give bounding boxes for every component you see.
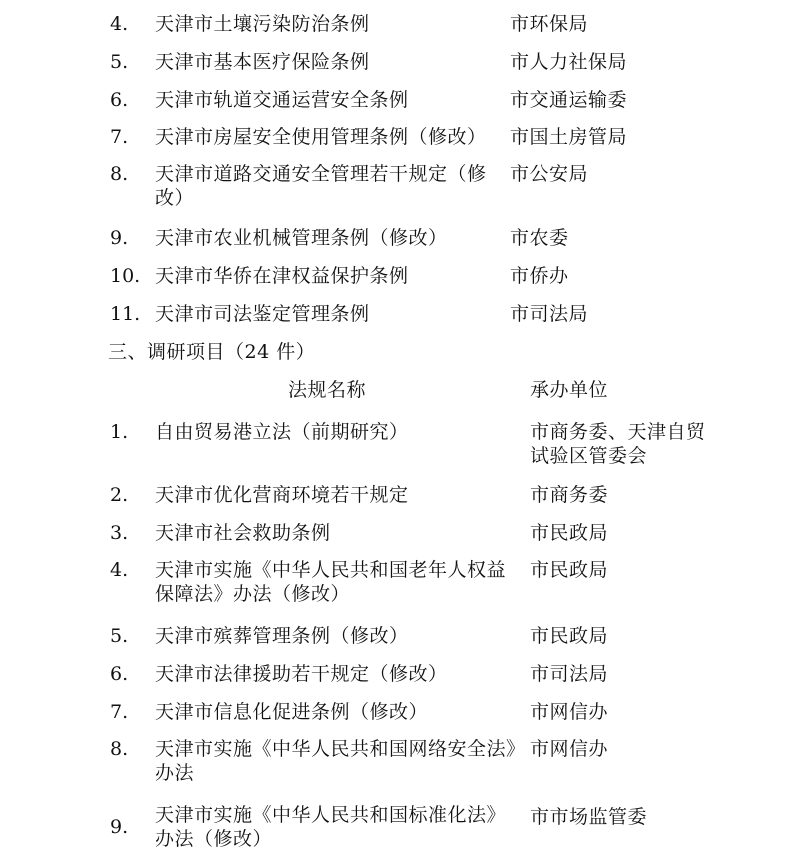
responsible-unit: 市民政局 bbox=[530, 522, 609, 544]
law-name: 天津市农业机械管理条例（修改） bbox=[155, 227, 448, 249]
responsible-unit: 市公安局 bbox=[510, 163, 589, 185]
section-heading: 三、调研项目（24 件） bbox=[108, 341, 316, 363]
responsible-unit: 市市场监管委 bbox=[530, 806, 648, 828]
law-name: 天津市华侨在津权益保护条例 bbox=[155, 265, 409, 287]
item-number: 7. bbox=[110, 701, 129, 723]
item-number: 5. bbox=[110, 625, 129, 647]
responsible-unit: 市人力社保局 bbox=[510, 51, 628, 73]
column-header-law-name: 法规名称 bbox=[288, 379, 367, 401]
law-name: 天津市实施《中华人民共和国老年人权益保障法》办法（修改） bbox=[155, 559, 507, 605]
responsible-unit: 市网信办 bbox=[530, 738, 609, 760]
item-number: 6. bbox=[110, 89, 129, 111]
law-name: 天津市实施《中华人民共和国网络安全法》办法 bbox=[155, 738, 517, 784]
responsible-unit: 市环保局 bbox=[510, 13, 589, 35]
item-number: 8. bbox=[110, 163, 129, 185]
responsible-unit: 市商务委、天津自贸试验区管委会 bbox=[530, 421, 706, 467]
item-number: 9. bbox=[110, 816, 129, 838]
law-name: 天津市法律援助若干规定（修改） bbox=[155, 663, 448, 685]
item-number: 6. bbox=[110, 663, 129, 685]
law-name: 天津市司法鉴定管理条例 bbox=[155, 303, 370, 325]
law-name: 天津市土壤污染防治条例 bbox=[155, 13, 370, 35]
law-name: 天津市房屋安全使用管理条例（修改） bbox=[155, 126, 487, 148]
responsible-unit: 市交通运输委 bbox=[510, 89, 628, 111]
responsible-unit: 市民政局 bbox=[530, 559, 609, 581]
item-number: 11. bbox=[110, 303, 141, 325]
item-number: 3. bbox=[110, 522, 129, 544]
responsible-unit: 市司法局 bbox=[530, 663, 609, 685]
item-number: 4. bbox=[110, 559, 129, 581]
law-name: 天津市基本医疗保险条例 bbox=[155, 51, 370, 73]
column-header-responsible-unit: 承办单位 bbox=[530, 379, 609, 401]
item-number: 4. bbox=[110, 13, 129, 35]
responsible-unit: 市侨办 bbox=[510, 265, 569, 287]
responsible-unit: 市商务委 bbox=[530, 484, 609, 506]
law-name: 天津市社会救助条例 bbox=[155, 522, 331, 544]
item-number: 9. bbox=[110, 227, 129, 249]
item-number: 8. bbox=[110, 738, 129, 760]
law-name: 天津市信息化促进条例（修改） bbox=[155, 701, 429, 723]
item-number: 1. bbox=[110, 421, 129, 443]
responsible-unit: 市民政局 bbox=[530, 625, 609, 647]
law-name: 天津市轨道交通运营安全条例 bbox=[155, 89, 409, 111]
law-name: 天津市优化营商环境若干规定 bbox=[155, 484, 409, 506]
responsible-unit: 市农委 bbox=[510, 227, 569, 249]
item-number: 2. bbox=[110, 484, 129, 506]
item-number: 5. bbox=[110, 51, 129, 73]
law-name: 天津市道路交通安全管理若干规定（修改） bbox=[155, 163, 487, 209]
law-name: 天津市实施《中华人民共和国标准化法》办法（修改） bbox=[155, 804, 507, 850]
law-name: 自由贸易港立法（前期研究） bbox=[155, 421, 409, 443]
law-name: 天津市殡葬管理条例（修改） bbox=[155, 625, 409, 647]
responsible-unit: 市网信办 bbox=[530, 701, 609, 723]
item-number: 10. bbox=[110, 265, 141, 287]
item-number: 7. bbox=[110, 126, 129, 148]
responsible-unit: 市国土房管局 bbox=[510, 126, 628, 148]
responsible-unit: 市司法局 bbox=[510, 303, 589, 325]
